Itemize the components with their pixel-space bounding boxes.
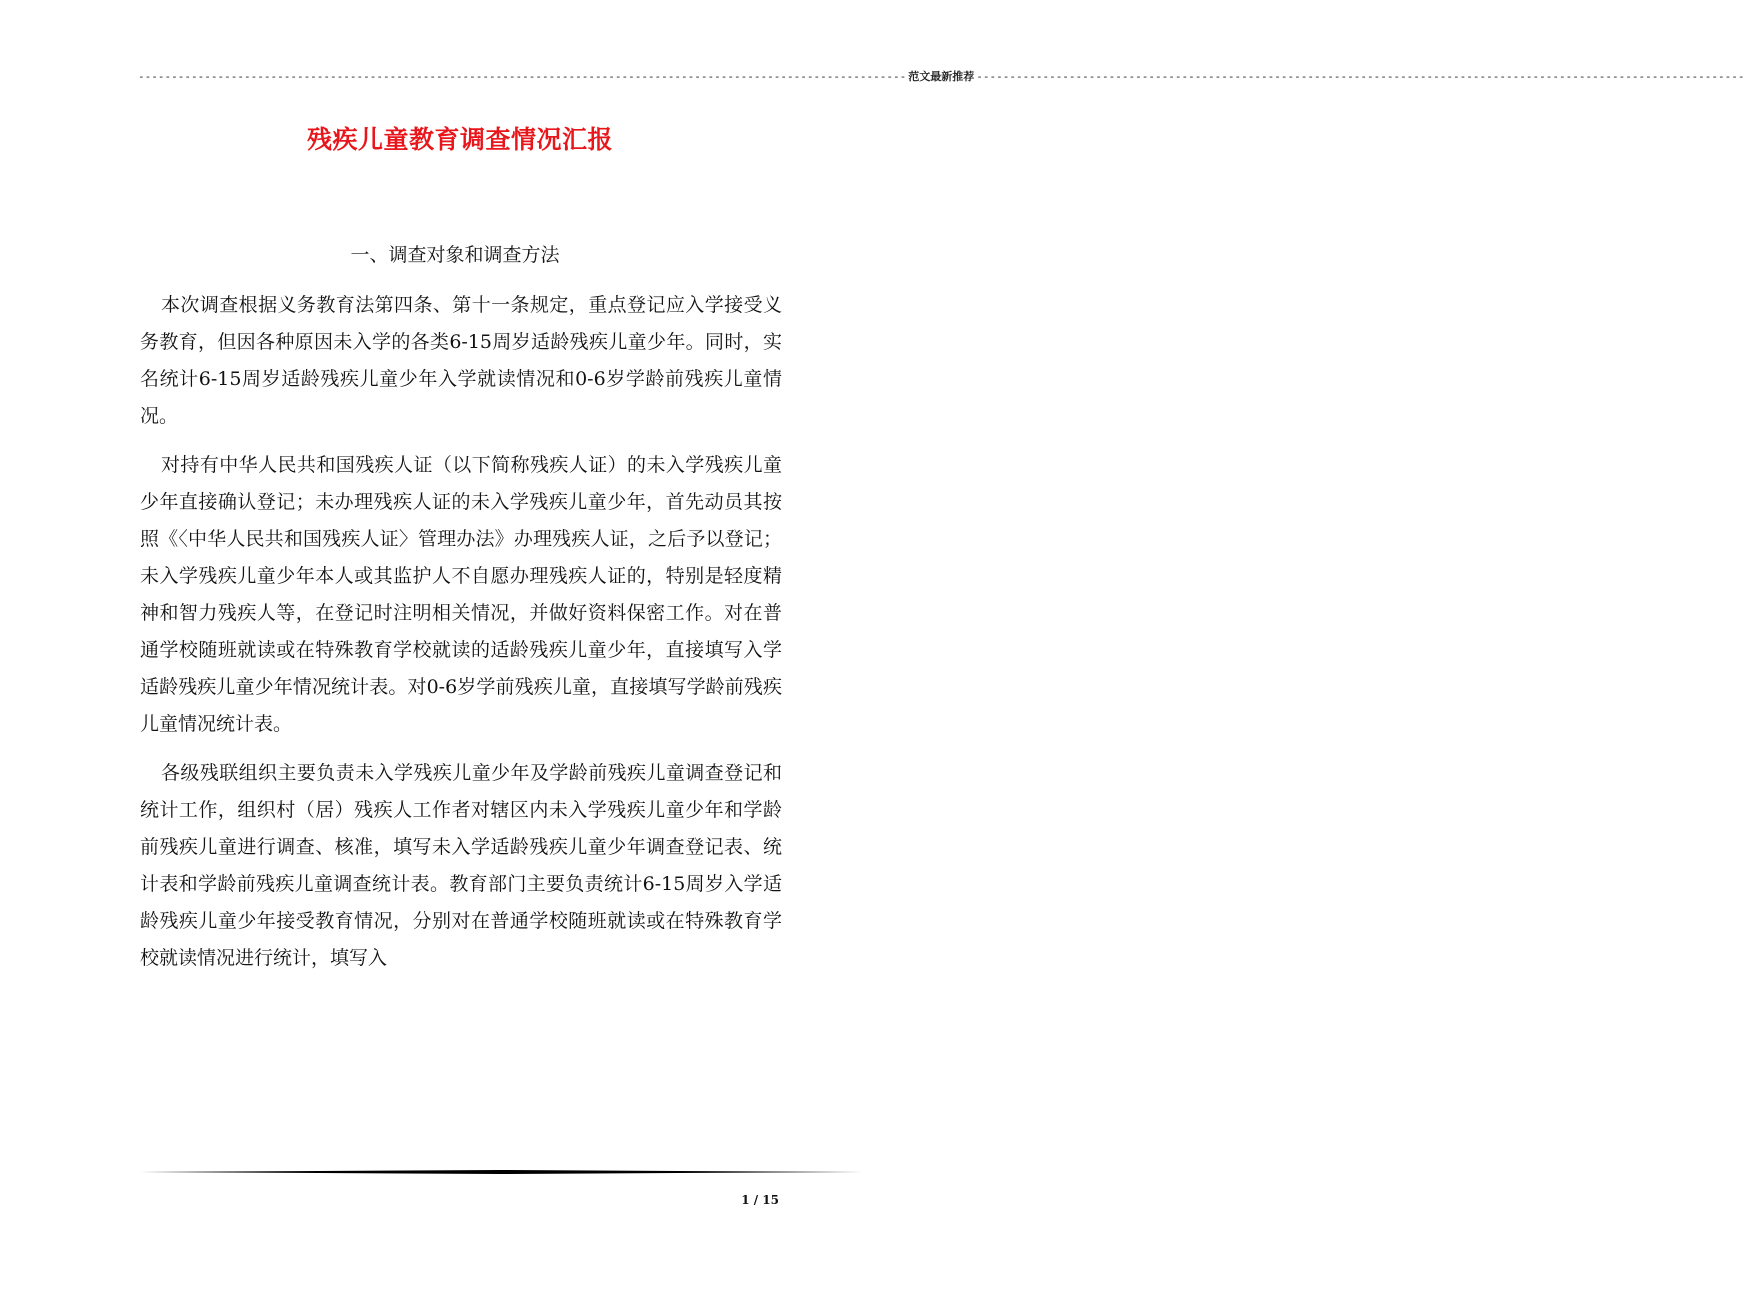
footer-rule-line — [140, 1170, 863, 1174]
paragraph: 本次调查根据义务教育法第四条、第十一条规定，重点登记应入学接受义务教育，但因各种原因未入学的各类6-15周岁适龄残疾儿童少年。同时，实名统计6-15周岁适龄残疾儿童少年入学就读情况和0-6岁学龄前残疾儿童情况。 — [140, 294, 782, 427]
paragraph: 各级残联组织主要负责未入学残疾儿童少年及学龄前残疾儿童调查登记和统计工作，组织村（居）残疾人工作者对辖区内未入学残疾儿童少年和学龄前残疾儿童进行调查、核准，填写未入学适龄残疾儿童少年调查登记表、统计表和学龄前残疾儿童调查统计表。教育部门主要负责统计6-15周岁入学适龄残疾儿童少年接受教育情况，分别对在普通学校随班就读或在特殊教育学校就读情况进行统计，填写入 — [140, 762, 782, 969]
header-dashes-left: -------------------------------------------------------------------------------------------------------------------- — [138, 69, 907, 83]
document-body — [140, 287, 782, 989]
page-header — [138, 68, 1744, 84]
document-title: 残疾儿童教育调查情况汇报 — [306, 125, 613, 154]
section-heading: 一、调查对象和调查方法 — [350, 244, 560, 266]
page-number: 1 / 15 — [741, 1193, 779, 1207]
footer-rule — [140, 1170, 863, 1174]
paragraph: 对持有中华人民共和国残疾人证（以下简称残疾人证）的未入学残疾儿童少年直接确认登记；未办理残疾人证的未入学残疾儿童少年，首先动员其按照《〈中华人民共和国残疾人证〉管理办法》办理残疾人证，之后予以登记；未入学残疾儿童少年本人或其监护人不自愿办理残疾人证的，特别是轻度精神和智力残疾人等，在登记时注明相关情况，并做好资料保密工作。对在普通学校随班就读或在特殊教育学校就读的适龄残疾儿童少年，直接填写入学适龄残疾儿童少年情况统计表。对0-6岁学前残疾儿童，直接填写学龄前残疾儿童情况统计表。 — [140, 454, 782, 735]
header-dashes-right: -------------------------------------------------------------------------------------------------------------------- — [976, 69, 1744, 83]
header-tag: 范文最新推荐 — [908, 70, 975, 83]
